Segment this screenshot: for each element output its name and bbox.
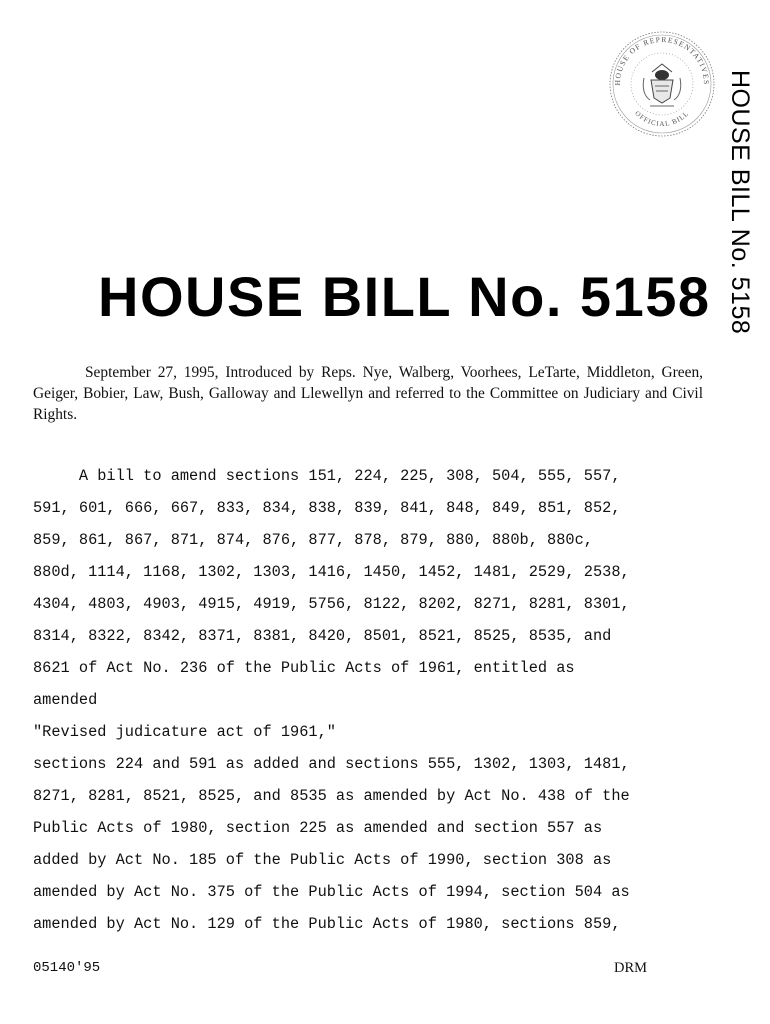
side-title: HOUSE BILL No. 5158	[726, 70, 754, 335]
seal-graphic	[606, 28, 718, 140]
michigan-house-seal-icon	[606, 28, 718, 140]
bill-line: A bill to amend sections 151, 224, 225, 308, 504, 555, 557,	[33, 467, 621, 485]
bill-line: "Revised judicature act of 1961,"	[33, 723, 336, 741]
bill-line: added by Act No. 185 of the Public Acts of 1990, section 308 as	[33, 851, 612, 869]
bill-line: 591, 601, 666, 667, 833, 834, 838, 839, 841, 848, 849, 851, 852,	[33, 499, 621, 517]
seal-inner-text: OFFICIAL BILL	[633, 109, 691, 129]
bill-line: Public Acts of 1980, section 225 as amended and section 557 as	[33, 819, 603, 837]
bill-line: 8314, 8322, 8342, 8371, 8381, 8420, 8501, 8521, 8525, 8535, and	[33, 627, 612, 645]
bill-line: 8271, 8281, 8521, 8525, and 8535 as amended by Act No. 438 of the	[33, 787, 630, 805]
bill-line: 859, 861, 867, 871, 874, 876, 877, 878, 879, 880, 880b, 880c,	[33, 531, 593, 549]
introduction-paragraph: September 27, 1995, Introduced by Reps. Nye, Walberg, Voorhees, LeTarte, Middleton, Green, Geiger, Bobier, Law, Bush, Galloway and Llewellyn and referred to the Committee on Judiciary and Civil Rights.	[33, 364, 703, 423]
page-title: HOUSE BILL No. 5158	[98, 265, 711, 328]
seal-outer-text: HOUSE OF REPRESENTATIVES	[612, 34, 712, 86]
seal-emblem	[643, 64, 681, 106]
bill-line: 880d, 1114, 1168, 1302, 1303, 1416, 1450, 1452, 1481, 2529, 2538,	[33, 563, 630, 581]
bill-line: 4304, 4803, 4903, 4915, 4919, 5756, 8122, 8202, 8271, 8281, 8301,	[33, 595, 630, 613]
bill-line: amended	[33, 691, 98, 709]
svg-text:OFFICIAL BILL	[633, 109, 690, 128]
bill-line: 8621 of Act No. 236 of the Public Acts of 1961, entitled as	[33, 659, 575, 677]
bill-line: amended by Act No. 375 of the Public Acts of 1994, section 504 as	[33, 883, 630, 901]
drafter-initials: DRM	[614, 960, 648, 976]
bill-line: amended by Act No. 129 of the Public Acts of 1980, sections 859,	[33, 915, 621, 933]
document-code: 05140'95	[33, 960, 101, 976]
bill-line: sections 224 and 591 as added and sections 555, 1302, 1303, 1481,	[33, 755, 630, 773]
